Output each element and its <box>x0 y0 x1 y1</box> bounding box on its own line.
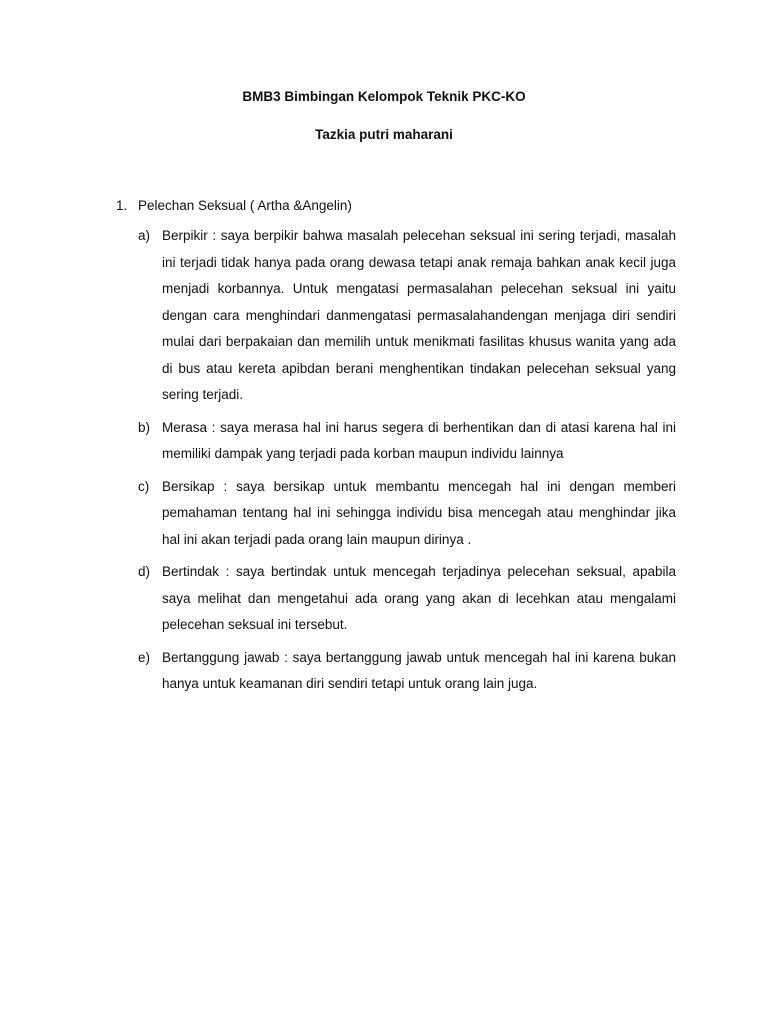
list-item-text: Berpikir : saya berpikir bahwa masalah pelecehan seksual ini sering terjadi, masalah ini terjadi tidak hanya pada orang dewasa tetapi anak remaja bahkan anak kecil juga menjadi korbannya. Untuk mengatasi permasalahan pelecehan seksual ini yaitu dengan cara menghindari danmengatasi permasalahandengan menjaga diri sendiri mulai dari berpakaian dan memilih untuk menikmati fasilitas khusus wanita yang ada di bus atau kereta apibdan berani menghentikan tindakan pelecehan seksual yang sering terjadi. <box>162 228 676 402</box>
list-item <box>138 415 676 468</box>
list-item <box>138 645 676 698</box>
list-item <box>138 559 676 639</box>
list-item-text: Bertindak : saya bertindak untuk mencegah terjadinya pelecehan seksual, apabila saya melihat dan mengetahui ada orang yang akan di lecehkan atau mengalami pelecehan seksual ini tersebut. <box>162 564 676 632</box>
document-title: BMB3 Bimbingan Kelompok Teknik PKC-KO <box>242 89 526 104</box>
list-item-text: Bertanggung jawab : saya bertanggung jawab untuk mencegah hal ini karena bukan hanya untuk keamanan diri sendiri tetapi untuk orang lain juga. <box>162 649 676 691</box>
sub-item-list <box>138 223 676 698</box>
section-heading: Pelechan Seksual ( Artha &Angelin) <box>138 198 352 213</box>
list-item-letter: d) <box>138 564 151 579</box>
list-item-letter: c) <box>138 478 150 494</box>
list-item-text: Merasa : saya merasa hal ini harus segera di berhentikan dan di atasi karena hal ini memiliki dampak yang terjadi pada korban maupun individu lainnya <box>162 419 676 461</box>
list-item-letter: b) <box>138 419 151 435</box>
document-author: Tazkia putri maharani <box>315 127 453 142</box>
list-item <box>138 223 676 409</box>
list-item-letter: e) <box>138 649 151 665</box>
list-item-text: Bersikap : saya bersikap untuk membantu mencegah hal ini dengan memberi pemahaman tentang hal ini sehingga individu bisa mencegah atau menghindar jika hal ini akan terjadi pada orang lain maupun dirinya . <box>162 478 676 547</box>
list-item <box>138 474 676 554</box>
section-number: 1. <box>116 198 128 213</box>
list-item-letter: a) <box>138 228 151 243</box>
numbered-section <box>116 196 676 704</box>
section-heading-row <box>116 196 676 216</box>
